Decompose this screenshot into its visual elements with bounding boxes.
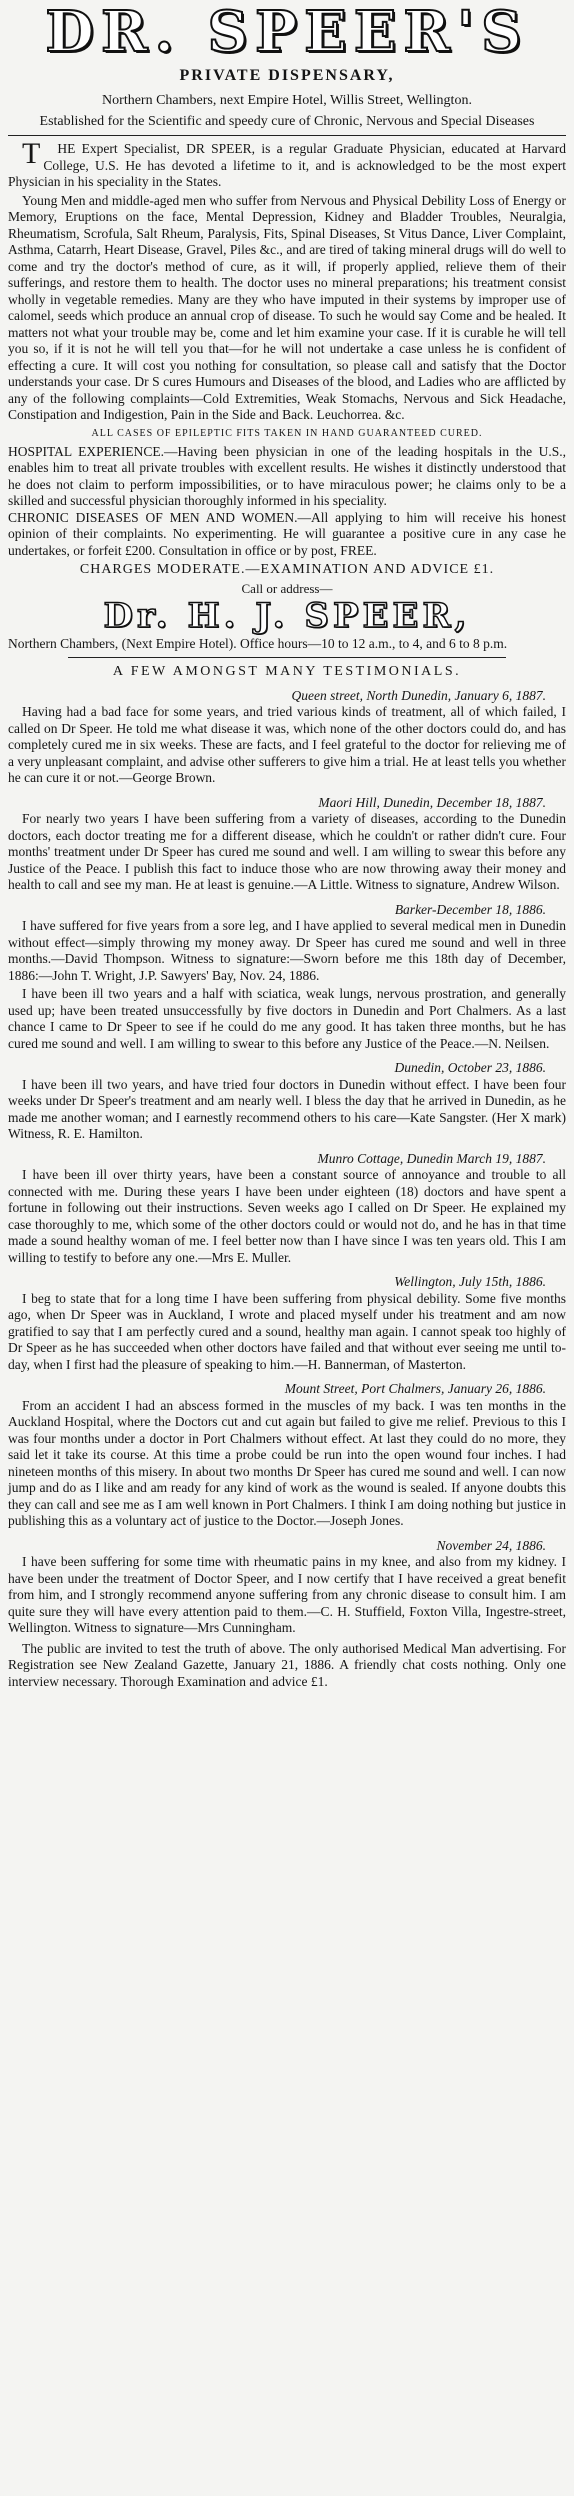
testimonial-dateline: Dunedin, October 23, 1886.	[394, 1060, 546, 1075]
address-line-1: Northern Chambers, next Empire Hotel, Willis Street, Wellington.	[102, 93, 472, 108]
address-line-2: Established for the Scientific and speedy cure of Chronic, Nervous and Special Diseases	[39, 114, 535, 129]
testimonial	[8, 688, 566, 787]
charges-line: CHARGES MODERATE.—EXAMINATION AND ADVICE £1.	[79, 562, 495, 577]
testimonial	[8, 1381, 566, 1530]
intro-paragraph: THE Expert Specialist, DR SPEER, is a regular Graduate Physician, educated at Harvard College, U.S. He has devoted a lifetime to it, and is acknowledged to be the most expert Physician in his speciality in the States.	[8, 137, 566, 189]
testimonials-heading: A FEW AMONGST MANY TESTIMONIALS.	[112, 663, 462, 679]
testimonial-text: I have been ill over thirty years, have been a constant source of annoyance and trouble to all connected with me. During these years I have been under eighteen (18) doctors and have spent a fortune in following out their instructions. Seven weeks ago I called on Dr Speer. He explained my case thoroughly to me, which some of the other doctors could or would not do, and he has in that time made a sound healthy woman of me. I feel better now than I have since I was ten years old. This I am willing to testify to before any one.—Mrs E. Muller.	[8, 1167, 566, 1265]
call-or-address: Call or address—	[241, 581, 333, 596]
testimonial-dateline: Barker-December 18, 1886.	[394, 901, 546, 917]
testimonial	[8, 1060, 566, 1143]
testimonial	[8, 986, 566, 1052]
testimonial-dateline: November 24, 1886.	[436, 1537, 546, 1553]
testimonial-text: I have been suffering for some time with rheumatic pains in my knee, and also from my kidney. I have been under the treatment of Doctor Speer, and I now certify that I have received a great benefit from him, and I strongly recommend anyone suffering from any chronic disease to consult him. I am quite sure they will have every attention paid to them.—C. H. Stuffield, Foxton Villa, Ingestre-street, Wellington. Witness to signature—Mrs Cunningham.	[8, 1554, 566, 1635]
ad-subtitle: PRIVATE DISPENSARY,	[179, 67, 395, 84]
testimonial	[8, 1151, 566, 1267]
testimonial	[8, 1274, 566, 1373]
office-hours: Northern Chambers, (Next Empire Hotel). Office hours—10 to 12 a.m., to 4, and 6 to 8 p.m.	[8, 636, 508, 651]
testimonial-text: Having had a bad face for some years, and tried various kinds of treatment, all of which failed, I called on Dr Speer. He told me what disease it was, which none of the other doctors could do, and has completely cured me in six weeks. These are facts, and I feel grateful to the doctor for relieving me of a very unpleasant complaint, and advise other sufferers to give him a trial. He at least tells you whether he can cure it or not.—George Brown.	[8, 704, 566, 785]
doctor-name: Dr. H. J. SPEER,	[103, 596, 471, 636]
testimonial-text: I have suffered for five years from a sore leg, and I have applied to several medical men in Dunedin without effect—simply throwing my money away. Dr Speer has cured me sound and well in three months.—David Thompson. Witness to signature:—Sworn before me this 18th day of December, 1886:—John T. Wright, J.P. Sawyers' Bay, Nov. 24, 1886.	[8, 918, 566, 983]
ad-title: DR. SPEER'S	[45, 0, 529, 65]
testimonial	[8, 795, 566, 894]
epileptic-note: ALL CASES OF EPILEPTIC FITS TAKEN IN HAND GUARANTEED CURED.	[91, 427, 483, 439]
testimonial-text: I have been ill two years, and have tried four doctors in Dunedin without effect. I have been four weeks under Dr Speer's treatment and am nearly well. I bless the day that he arrived in Dunedin, as he made me another woman; and I earnestly recommend others to his care—Kate Sangster. (Her X mark) Witness, R. E. Hamilton.	[8, 1076, 566, 1141]
testimonial-dateline: Maori Hill, Dunedin, December 18, 1887.	[318, 794, 546, 810]
divider	[8, 135, 566, 136]
divider	[68, 657, 506, 658]
testimonial	[8, 1538, 566, 1637]
conditions-paragraph: Young Men and middle-aged men who suffer from Nervous and Physical Debility Loss of Energy or Memory, Eruptions on the face, Mental Depression, Kidney and Bladder Troubles, Neuralgia, Rheumatism, Scrofula, Salt Rheum, Paralysis, Fits, Spinal Diseases, St Vitus Dance, Liver Complaint, Asthma, Catarrh, Heart Disease, Gravel, Piles &c., and are tired of taking mineral drugs will do well to come and try the doctor's method of cure, as it will, if properly applied, relieve them of their sufferings, and restore them to health. The doctor uses no mineral preparations; his treatment consist wholly in vegetable remedies. Many are they who have imputed in their systems by improper use of calomel, seeds which produce an annual crop of disease. To such he would say Come and be healed. It matters not what your trouble may be, come and let him examine your case. If it is curable he will tell you so, if it is not he will tell you that—for he will not undertake a case unless he is confident of effecting a cure. It will cost you nothing for consultation, so please call and satisfy that the Doctor understands your case. Dr S cures Humours and Diseases of the blood, and Ladies who are afflicted by any of the following complaints—Cold Extremities, Weak Stomachs, Nervous and Sick Headache, Constipation and Indigestion, Pain in the Side and Back. Leuchorrea. &c.	[8, 192, 566, 422]
testimonials-list	[8, 688, 566, 1637]
testimonial-dateline: Queen street, North Dunedin, January 6, 1887.	[291, 687, 546, 703]
testimonial-text: I beg to state that for a long time I have been suffering from physical debility. Some five months ago, when Dr Speer was in Auckland, I wrote and placed myself under his treatment and am now gratified to say that I am perfectly cured and a sound, healthy man again. I cannot speak too highly of Dr Speer as he has succeeded when other doctors have failed and that without ever seeing me until to-day, when I first had the pleasure of speaking to him.—H. Bannerman, of Masterton.	[8, 1290, 566, 1372]
testimonial-text: I have been ill two years and a half with sciatica, weak lungs, nervous prostration, and generally used up; have been treated unsuccessfully by five doctors in Dunedin and Port Chalmers. As a last chance I came to Dr Speer to see if he could do me any good. It has taken three months, but he has cured me sound and well. I am willing to swear to this before any Justice of the Peace.—N. Neilsen.	[8, 986, 566, 1051]
hospital-paragraph: HOSPITAL EXPERIENCE.—Having been physician in one of the leading hospitals in the U.S., enables him to treat all private troubles with excellent results. He wishes it distinctly understood that he does not claim to perform impossibilities, or to have miraculous power; he claims only to be a skilled and successful physician thoroughly informed in his speciality.	[8, 443, 566, 508]
chronic-paragraph: CHRONIC DISEASES OF MEN AND WOMEN.—All applying to him will receive his honest opinion of their complaints. No experimenting. He will guarantee a positive cure in any case he undertakes, or forfeit £200. Consultation in office or by post, FREE.	[8, 509, 566, 558]
testimonial-text: From an accident I had an abscess formed in the muscles of my back. I was ten months in the Auckland Hospital, where the Doctors cut and cut again but failed to give me relief. Previous to this I was four months under a doctor in Port Chalmers without effect. At last they could do no more, they said let it take its course. At this time a probe could be run into the open wound four inches. I had nineteen months of this misery. In about two months Dr Speer has cured me sound and well. I can now jump and do as I like and am ready for any kind of work as the wound is sealed. If anyone doubts this they can call and see me as I am well known in Port Chalmers. I think I am doing nothing but justice in publishing this as a voluntary act of justice to the Doctor.—Joseph Jones.	[8, 1397, 566, 1528]
testimonial	[8, 902, 566, 985]
testimonial-dateline: Mount Street, Port Chalmers, January 26, 1886.	[284, 1381, 546, 1396]
testimonial-text: For nearly two years I have been suffering from a variety of diseases, according to the Dunedin doctors, each doctor treating me for a different disease, which he couldn't or rather didn't cure. Four months' treatment under Dr Speer has cured me sound and well. I am willing to swear this before any Justice of the Peace. I publish this fact to induce those who are now throwing away their money and health to call and see my man. He at least is genuine.—A Little. Witness to signature, Andrew Wilson.	[8, 811, 566, 892]
testimonial-dateline: Wellington, July 15th, 1886.	[394, 1274, 546, 1289]
closing-paragraph: The public are invited to test the truth of above. The only authorised Medical Man advertising. For Registration see New Zealand Gazette, January 21, 1886. A friendly chat costs nothing. Only one interview necessary. Thorough Examination and advice £1.	[8, 1640, 566, 1689]
testimonial-dateline: Munro Cottage, Dunedin March 19, 1887.	[317, 1150, 546, 1166]
